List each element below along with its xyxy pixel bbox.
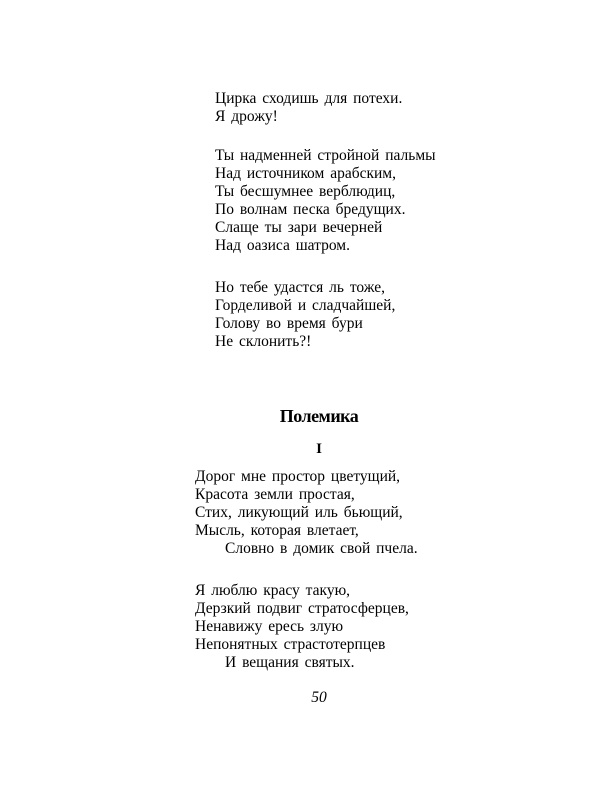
poem-line: Над оазиса шатром. — [215, 237, 350, 254]
page-number: 50 — [311, 689, 327, 706]
poem-line: Не склонить?! — [215, 333, 312, 350]
poem-line: Ты надменней стройной пальмы — [215, 147, 436, 164]
poem-stanza — [215, 90, 402, 126]
poem-line: По волнам песка бредущих. — [215, 201, 406, 218]
poem-line: Над источником арабским, — [215, 165, 396, 182]
poem-line: Стих, ликующий иль бьющий, — [195, 504, 403, 521]
poem-line: Ты бесшумнее верблюдиц, — [215, 183, 396, 200]
poem-stanza — [215, 279, 395, 351]
poem-stanza — [215, 147, 436, 255]
poem-stanza — [195, 582, 409, 672]
poem-line: И вещания святых. — [225, 654, 355, 671]
poem-line: Я дрожу! — [215, 108, 278, 125]
poem-line: Дерзкий подвиг стратосферцев, — [195, 600, 409, 617]
poem-line: Слаще ты зари вечерней — [215, 219, 383, 236]
poem-line: Мысль, которая влетает, — [195, 522, 359, 539]
poem-stanza — [195, 468, 418, 558]
poem-line: Красота земли простая, — [195, 486, 355, 503]
section-number: I — [316, 441, 322, 457]
poem-line: Ненавижу ересь злую — [195, 618, 344, 635]
poem-line: Но тебе удастся ль тоже, — [215, 279, 386, 296]
poem-line: Непонятных страстотерпцев — [195, 636, 386, 653]
poem-line: Словно в домик свой пчела. — [225, 540, 418, 557]
poem-line: Голову во время бури — [215, 315, 363, 332]
poem-line: Я люблю красу такую, — [195, 582, 351, 599]
poem-line: Горделивой и сладчайшей, — [215, 297, 396, 314]
poem-line: Дорог мне простор цветущий, — [195, 468, 401, 485]
poem-title: Полемика — [279, 406, 359, 426]
poem-line: Цирка сходишь для потехи. — [215, 90, 403, 107]
